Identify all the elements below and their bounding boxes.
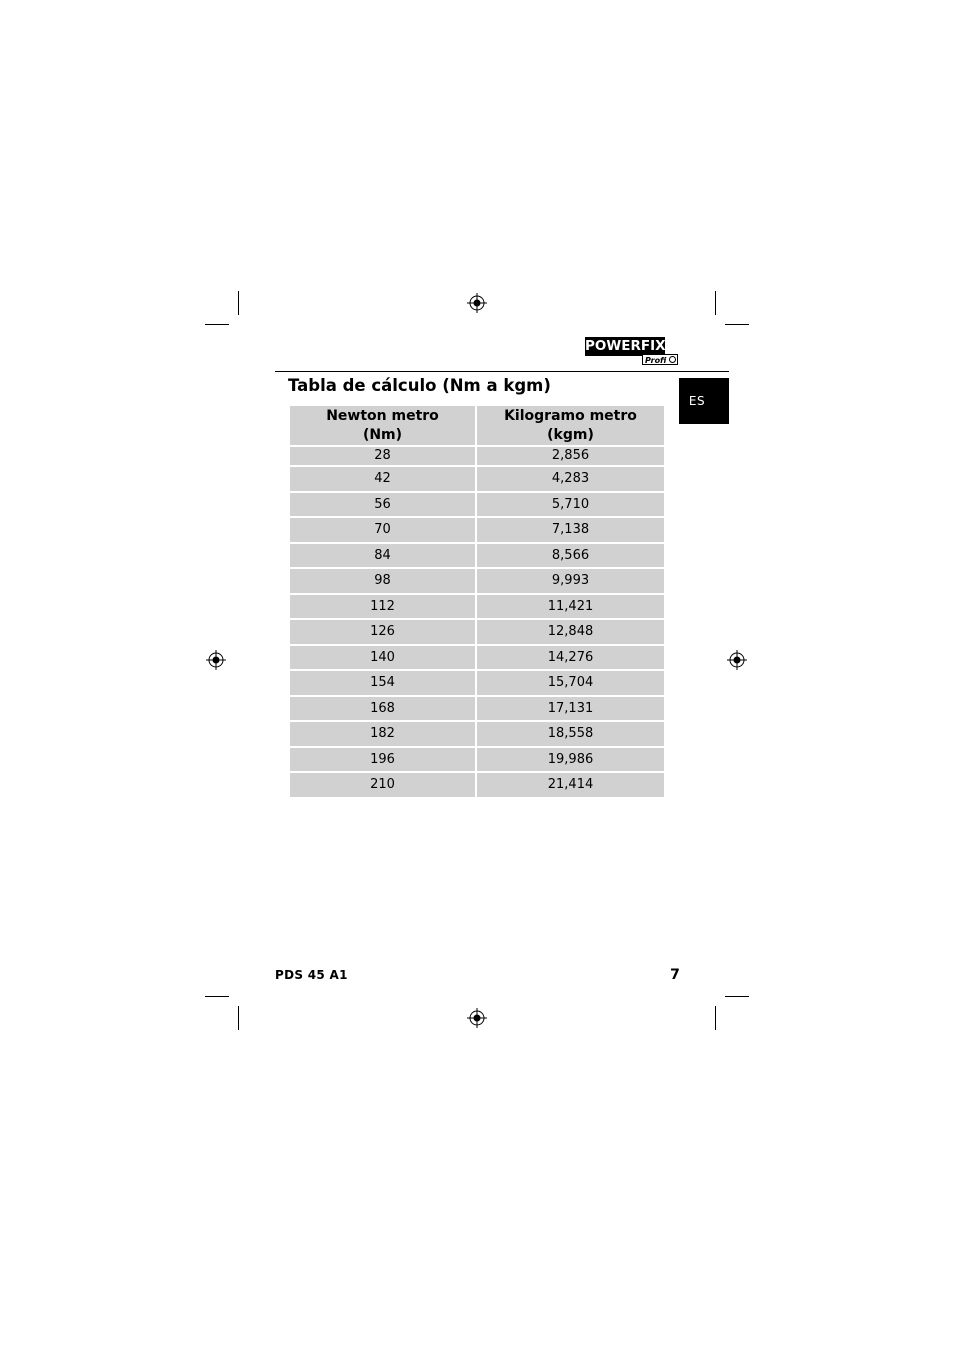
- table-cell-kgm: 8,566: [477, 544, 664, 568]
- powerfix-logo: [585, 337, 680, 367]
- table-cell-nm: 56: [290, 493, 475, 517]
- logo-plus-icon: [669, 356, 676, 363]
- table-cell-nm: 196: [290, 748, 475, 772]
- table-cell-nm: 98: [290, 569, 475, 593]
- table-cell-nm: 168: [290, 697, 475, 721]
- table-row: [290, 773, 664, 797]
- table-row: [290, 467, 664, 491]
- crop-mark-top-right-horizontal: [725, 324, 749, 325]
- crop-mark-bottom-left-horizontal: [205, 996, 229, 997]
- table-cell-kgm: 17,131: [477, 697, 664, 721]
- table-header-kgm: Kilogramo metro (kgm): [477, 406, 664, 445]
- table-row: [290, 722, 664, 746]
- table-cell-kgm: 4,283: [477, 467, 664, 491]
- crop-mark-top-left-horizontal: [205, 324, 229, 325]
- table-cell-kgm: 15,704: [477, 671, 664, 695]
- table-cell-nm: 42: [290, 467, 475, 491]
- crop-mark-bottom-left-vertical: [238, 1006, 239, 1030]
- conversion-table: [290, 406, 664, 799]
- header-rule: [275, 371, 729, 372]
- logo-sub-badge: [642, 354, 678, 365]
- crop-mark-bottom-right-horizontal: [725, 996, 749, 997]
- page-title: Tabla de cálculo (Nm a kgm): [288, 376, 551, 395]
- table-cell-kgm: 7,138: [477, 518, 664, 542]
- table-cell-nm: 70: [290, 518, 475, 542]
- table-row: [290, 697, 664, 721]
- table-row: [290, 544, 664, 568]
- table-cell-kgm: 21,414: [477, 773, 664, 797]
- table-cell-kgm: 5,710: [477, 493, 664, 517]
- table-body: [290, 447, 664, 797]
- logo-sub-text: Profi: [645, 356, 667, 365]
- registration-mark-left-icon: [206, 650, 226, 670]
- logo-brand-text: POWERFIX: [585, 338, 666, 354]
- crop-mark-bottom-right-vertical: [715, 1006, 716, 1030]
- crop-mark-top-left-vertical: [238, 291, 239, 315]
- table-cell-kgm: 14,276: [477, 646, 664, 670]
- table-cell-nm: 84: [290, 544, 475, 568]
- table-row: [290, 671, 664, 695]
- table-cell-nm: 112: [290, 595, 475, 619]
- registration-mark-right-icon: [727, 650, 747, 670]
- table-cell-kgm: 2,856: [477, 447, 664, 465]
- table-header-row: [290, 406, 664, 445]
- crop-mark-top-right-vertical: [715, 291, 716, 315]
- table-row: [290, 646, 664, 670]
- table-row: [290, 748, 664, 772]
- table-row: [290, 447, 664, 465]
- language-tab: ES: [679, 378, 729, 424]
- table-cell-kgm: 18,558: [477, 722, 664, 746]
- table-cell-kgm: 19,986: [477, 748, 664, 772]
- table-cell-nm: 182: [290, 722, 475, 746]
- table-cell-kgm: 12,848: [477, 620, 664, 644]
- model-number: PDS 45 A1: [275, 968, 348, 982]
- table-row: [290, 518, 664, 542]
- table-cell-kgm: 11,421: [477, 595, 664, 619]
- page-number: 7: [670, 967, 680, 983]
- registration-mark-top-icon: [467, 293, 487, 313]
- table-row: [290, 493, 664, 517]
- table-cell-nm: 28: [290, 447, 475, 465]
- table-cell-nm: 126: [290, 620, 475, 644]
- table-row: [290, 569, 664, 593]
- table-cell-nm: 210: [290, 773, 475, 797]
- table-row: [290, 595, 664, 619]
- registration-mark-bottom-icon: [467, 1008, 487, 1028]
- table-cell-kgm: 9,993: [477, 569, 664, 593]
- table-header-nm: Newton metro (Nm): [290, 406, 475, 445]
- table-cell-nm: 140: [290, 646, 475, 670]
- table-cell-nm: 154: [290, 671, 475, 695]
- table-row: [290, 620, 664, 644]
